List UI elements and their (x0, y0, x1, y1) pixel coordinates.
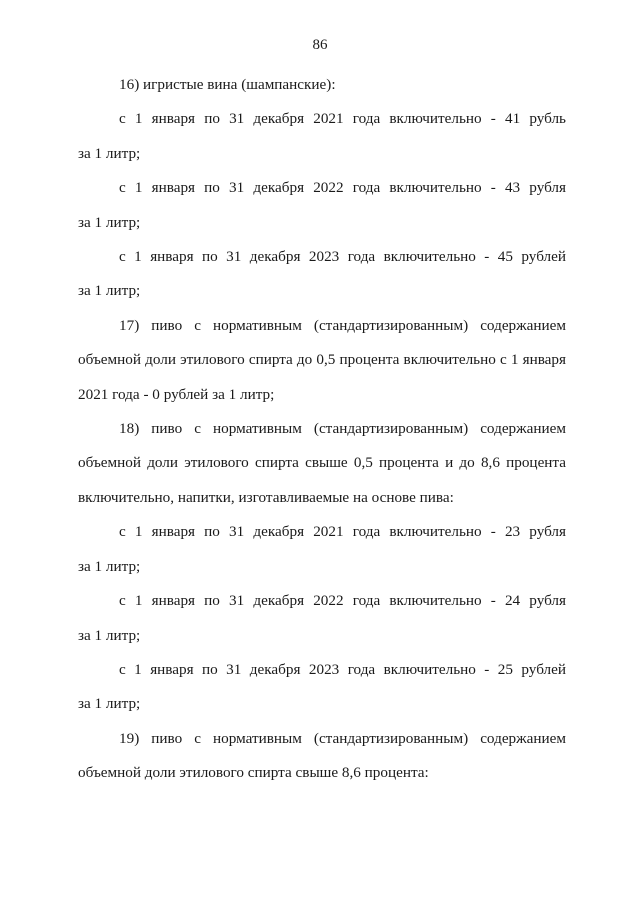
paragraph-line: с 1 января по 31 декабря 2023 года включительно - 45 рублей (119, 248, 566, 266)
paragraph-line: 18) пиво с нормативным (стандартизированным) содержанием (119, 420, 566, 438)
paragraph-line: за 1 литр; (78, 557, 141, 575)
paragraph-rate-2021-sparkling (78, 102, 566, 171)
paragraph-line: за 1 литр; (78, 695, 141, 713)
paragraph-line: 16) игристые вина (шампанские): (119, 76, 336, 93)
paragraph-rate-2022-sparkling (78, 171, 566, 240)
document-body (78, 68, 566, 791)
paragraph-line: с 1 января по 31 декабря 2023 года включительно - 25 рублей (119, 660, 566, 678)
paragraph-line: 19) пиво с нормативным (стандартизированным) содержанием (119, 729, 566, 747)
paragraph-line: объемной доли этилового спирта свыше 0,5 процента и до 8,6 процента (78, 454, 566, 472)
paragraph-line: с 1 января по 31 декабря 2022 года включительно - 24 рубля (119, 592, 566, 610)
paragraph-line: с 1 января по 31 декабря 2021 года включительно - 41 рубль (119, 110, 566, 128)
paragraph-line: включительно, напитки, изготавливаемые на основе пива: (78, 488, 454, 506)
paragraph-line: с 1 января по 31 декабря 2022 года включительно - 43 рубля (119, 179, 566, 197)
paragraph-item-19 (78, 722, 566, 791)
paragraph-item-18 (78, 412, 566, 515)
paragraph-line: за 1 литр; (78, 282, 141, 300)
paragraph-line: 17) пиво с нормативным (стандартизированным) содержанием (119, 316, 566, 334)
paragraph-line: объемной доли этилового спирта свыше 8,6 процента: (78, 764, 429, 782)
paragraph-item-17 (78, 309, 566, 412)
paragraph-rate-2023-beer (78, 653, 566, 722)
paragraph-line: с 1 января по 31 декабря 2021 года включительно - 23 рубля (119, 523, 566, 541)
paragraph-rate-2022-beer (78, 584, 566, 653)
paragraph-line: за 1 литр; (78, 144, 141, 162)
paragraph-line: за 1 литр; (78, 213, 141, 231)
paragraph-rate-2021-beer (78, 515, 566, 584)
paragraph-item-16 (78, 68, 566, 102)
paragraph-rate-2023-sparkling (78, 240, 566, 309)
paragraph-line: 2021 года - 0 рублей за 1 литр; (78, 385, 275, 403)
page-number: 86 (312, 37, 328, 53)
paragraph-line: за 1 литр; (78, 626, 141, 644)
paragraph-line: объемной доли этилового спирта до 0,5 процента включительно с 1 января (78, 351, 566, 369)
